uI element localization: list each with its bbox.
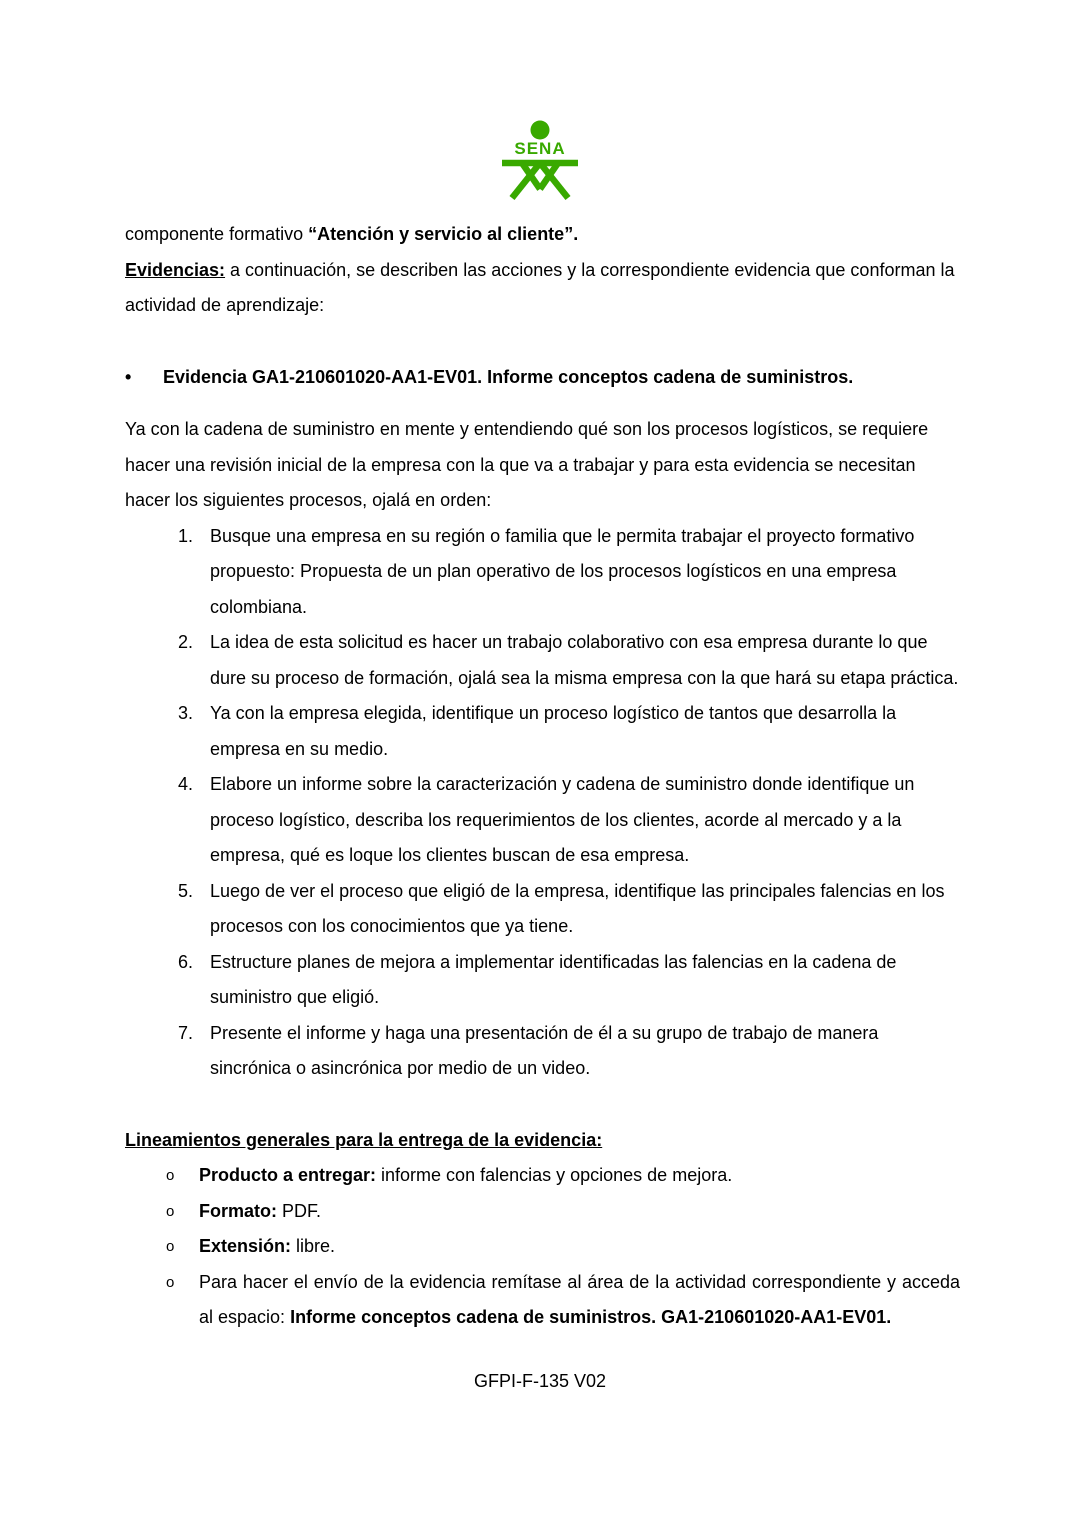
intro-line bbox=[125, 217, 960, 253]
circle-bullet-icon: o bbox=[166, 1273, 175, 1291]
list-item: o Producto a entregar: informe con falencias y opciones de mejora. bbox=[125, 1158, 960, 1194]
circle-bullet-icon: o bbox=[166, 1238, 175, 1255]
list-item: 2. La idea de esta solicitud es hacer un trabajo colaborativo con esa empresa durante lo que dure su proceso de formación, ojalá sea la misma empresa con la que hará su etapa práctica. bbox=[177, 632, 959, 688]
circle-bullet-icon: o bbox=[166, 1202, 175, 1220]
list-item: o Formato: PDF. bbox=[125, 1194, 960, 1230]
evidencias-text: a continuación, se describen las acciones y la correspondiente evidencia que conforman la actividad de aprendizaje: bbox=[125, 259, 955, 315]
intro-prefix: componente formativo bbox=[125, 224, 309, 244]
sena-logo bbox=[496, 119, 584, 201]
guidelines-title: Lineamientos generales para la entrega de la evidencia: bbox=[125, 1129, 603, 1150]
document-body bbox=[125, 217, 960, 1336]
footer-code: GFPI-F-135 V02 bbox=[473, 1371, 607, 1391]
list-item: 7. Presente el informe y haga una presentación de él a su grupo de trabajo de manera sincrónica o asincrónica por medio de un video. bbox=[177, 1022, 879, 1078]
evidence-item bbox=[125, 360, 960, 396]
evidencias-label: Evidencias: bbox=[125, 259, 226, 280]
list-item: o Extensión: libre. bbox=[125, 1229, 960, 1265]
logo-head bbox=[531, 121, 550, 140]
bullet-icon: • bbox=[125, 366, 132, 387]
list-item: 6. Estructure planes de mejora a implementar identificadas las falencias en la cadena de suministro que eligió. bbox=[177, 951, 897, 1007]
logo-text: SENA bbox=[514, 139, 566, 158]
list-item: 4. Elabore un informe sobre la caracterización y cadena de suministro donde identifique un proceso logístico, describa los requerimientos de los clientes, acorde al mercado y a la empresa, qué es loque los clientes buscan de esa empresa. bbox=[177, 774, 915, 865]
course-component-name: “Atención y servicio al cliente”. bbox=[308, 224, 579, 244]
guidelines-list bbox=[125, 1158, 960, 1336]
steps-list bbox=[125, 519, 960, 1087]
list-item: 3. Ya con la empresa elegida, identifique un proceso logístico de tantos que desarrolla la empresa en su medio. bbox=[177, 703, 897, 759]
logo-figure bbox=[502, 163, 578, 198]
list-item: 1. Busque una empresa en su región o familia que le permita trabajar el proyecto formativo propuesto: Propuesta de un plan operativo de los procesos logísticos en una empresa colombiana. bbox=[177, 525, 915, 617]
circle-bullet-icon: o bbox=[166, 1167, 175, 1184]
evidencias-paragraph bbox=[125, 253, 960, 324]
list-item: 5. Luego de ver el proceso que eligió de la empresa, identifique las principales falencias en los procesos con los conocimientos que ya tiene. bbox=[177, 880, 945, 936]
description-paragraph: Ya con la cadena de suministro en mente y entendiendo qué son los procesos logísticos, se requiere hacer una revisión inicial de la empresa con la que va a trabajar y para esta evidencia se necesitan hacer los siguientes procesos, ojalá en orden: bbox=[125, 419, 929, 510]
evidence-title: Evidencia GA1-210601020-AA1-EV01. Informe conceptos cadena de suministros. bbox=[163, 366, 854, 387]
list-item: o Para hacer el envío de la evidencia remítase al área de la actividad correspondiente y acceda al espacio: Informe conceptos cadena de suministros. GA1-210601020-AA1-EV01. bbox=[125, 1265, 960, 1336]
